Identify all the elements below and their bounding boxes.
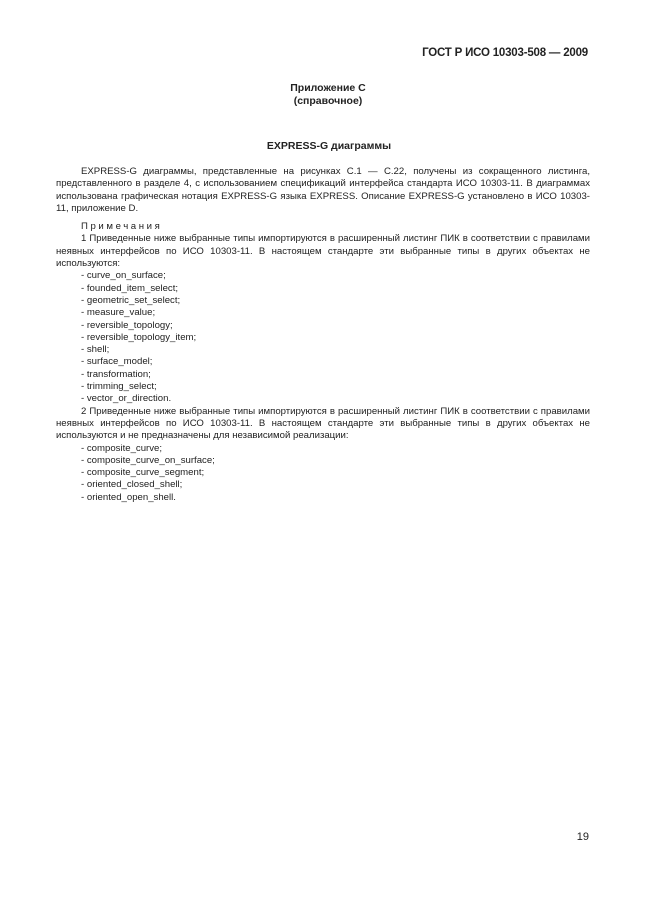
list-item: - oriented_open_shell. bbox=[81, 491, 176, 503]
list-item: - geometric_set_select; bbox=[81, 294, 181, 306]
note-1-list bbox=[56, 270, 590, 405]
section-title: EXPRESS-G диаграммы bbox=[266, 140, 392, 152]
note-1-text: 1 Приведенные ниже выбранные типы импортируются в расширенный листинг ПИК в соответствии с правилами неявных интерфейсов по ИСО 10303-11. В настоящем стандарте эти выбранные типы в других объектах не используются: bbox=[56, 233, 590, 270]
list-item: - reversible_topology; bbox=[81, 319, 173, 331]
list-item: - curve_on_surface; bbox=[81, 270, 166, 282]
document-body bbox=[56, 166, 590, 504]
intro-paragraph: EXPRESS-G диаграммы, представленные на рисунках С.1 — С.22, получены из сокращенного листинга, представленного в разделе 4, с использованием спецификаций интерфейса стандарта ИСО 10303-11. В диаграммах использована графическая нотация EXPRESS-G языка EXPRESS. Описание EXPRESS-G установлено в ИСО 10303-11, приложение D. bbox=[56, 166, 590, 214]
list-item: - oriented_closed_shell; bbox=[81, 479, 183, 491]
list-item: - composite_curve_segment; bbox=[81, 467, 205, 479]
document-code: ГОСТ Р ИСО 10303-508 — 2009 bbox=[422, 47, 588, 59]
list-item: - shell; bbox=[81, 344, 110, 356]
appendix-subtitle: (справочное) bbox=[293, 95, 363, 107]
page-number: 19 bbox=[576, 831, 589, 843]
list-item: - surface_model; bbox=[81, 356, 153, 368]
note-2-text: 2 Приведенные ниже выбранные типы импортируются в расширенный листинг ПИК в соответствии с правилами неявных интерфейсов по ИСО 10303-11. В настоящем стандарте эти выбранные типы в других объектах не используются и не предназначены для независимой реализации: bbox=[56, 405, 590, 442]
list-item: - transformation; bbox=[81, 368, 151, 380]
list-item: - measure_value; bbox=[81, 307, 156, 319]
notes-heading: Примечания bbox=[81, 221, 163, 233]
list-item: - trimming_select; bbox=[81, 381, 157, 393]
list-item: - founded_item_select; bbox=[81, 282, 179, 294]
list-item: - vector_or_direction. bbox=[81, 393, 172, 405]
appendix-title: Приложение С bbox=[290, 82, 366, 94]
appendix-heading bbox=[0, 82, 646, 108]
list-item: - reversible_topology_item; bbox=[81, 331, 197, 343]
note-2-list bbox=[56, 443, 590, 504]
list-item: - composite_curve; bbox=[81, 442, 163, 454]
list-item: - composite_curve_on_surface; bbox=[81, 454, 215, 466]
